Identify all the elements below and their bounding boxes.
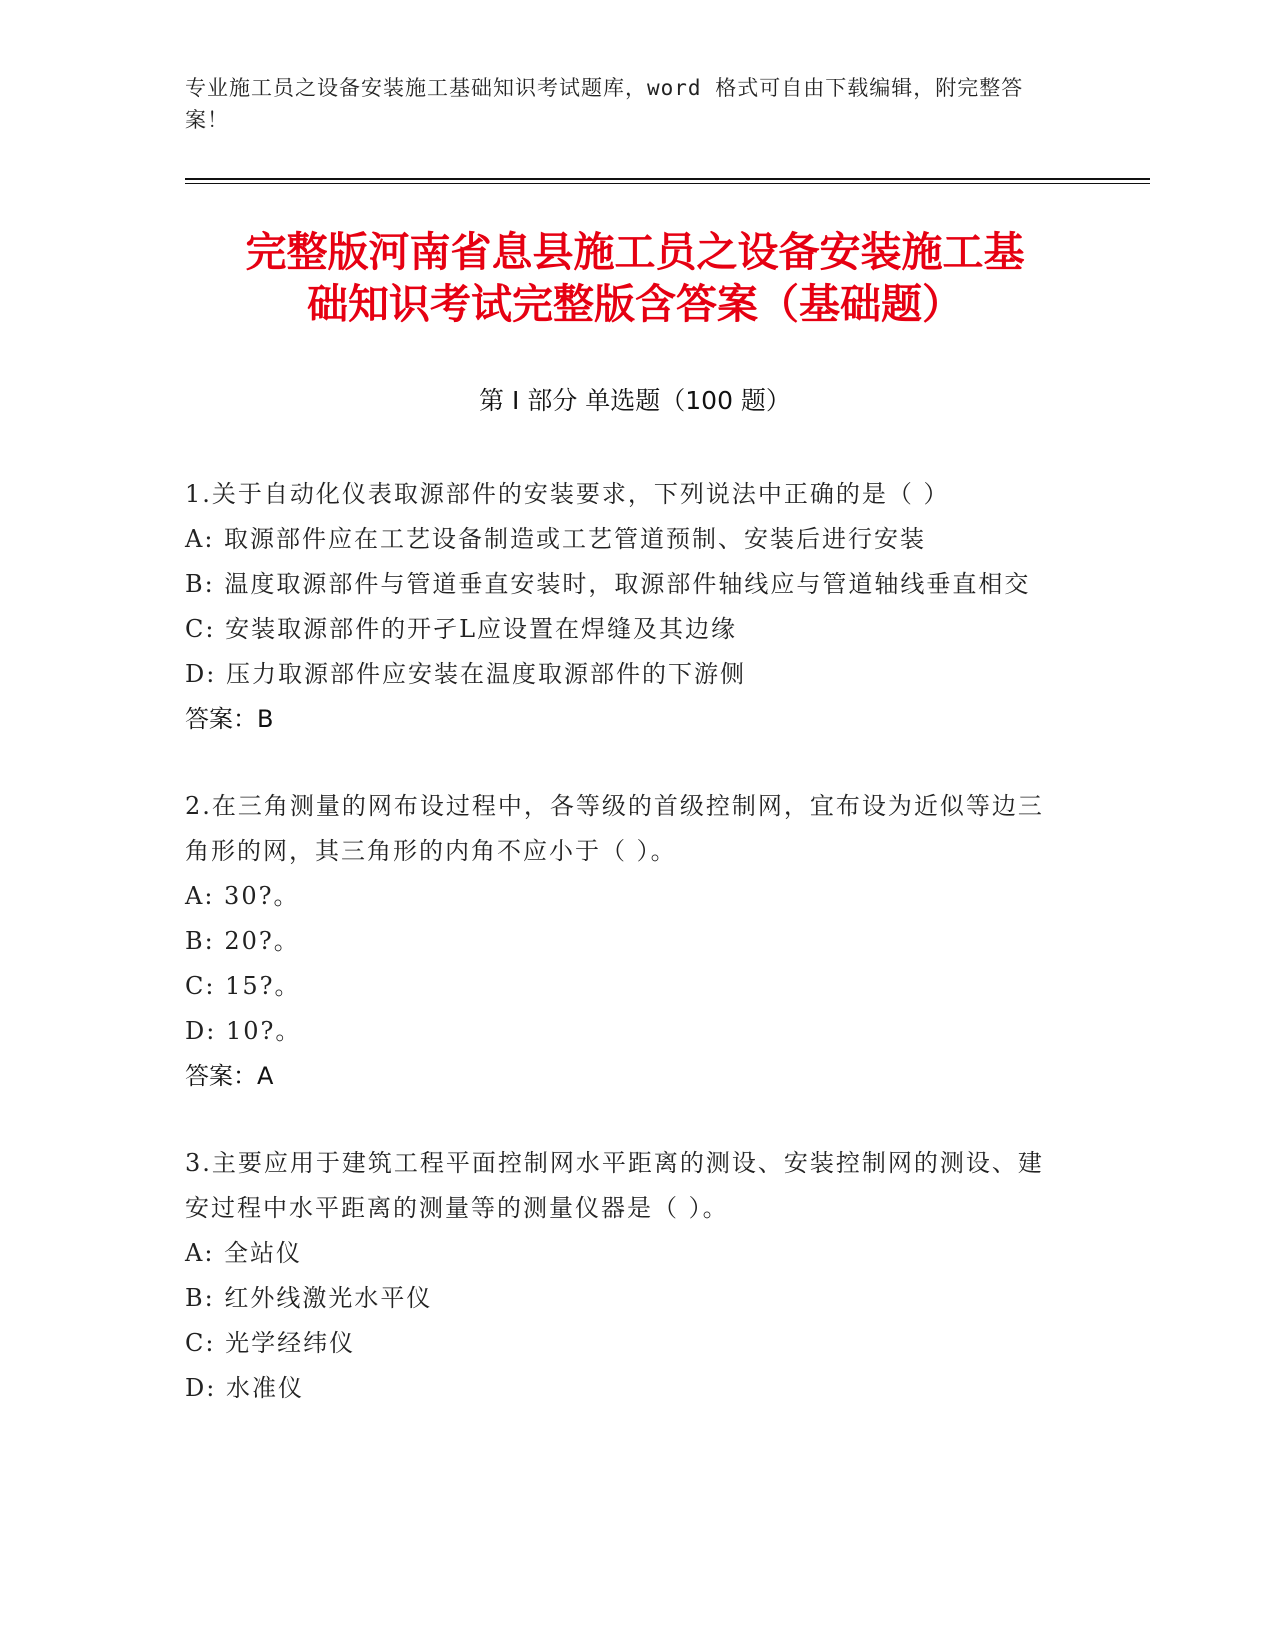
question-option-d: D: 水准仪 xyxy=(185,1374,304,1402)
question-option-c: C: 15?。 xyxy=(185,972,301,1000)
question-1 xyxy=(185,472,1065,742)
question-option-d: D: 压力取源部件应安装在温度取源部件的下游侧 xyxy=(185,660,746,688)
question-option-d: D: 10?。 xyxy=(185,1017,302,1045)
question-stem: 1.关于自动化仪表取源部件的安装要求，下列说法中正确的是（ ） xyxy=(185,480,950,508)
question-option-b: B: 红外线激光水平仪 xyxy=(185,1284,433,1312)
document-title xyxy=(185,226,1085,330)
question-answer: 答案：A xyxy=(185,1062,274,1090)
question-stem: 3.主要应用于建筑工程平面控制网水平距离的测设、安装控制网的测设、建安过程中水平距离的测量等的测量仪器是（ ）。 xyxy=(185,1149,1044,1222)
question-option-a: A: 30?。 xyxy=(185,882,300,910)
question-answer: 答案：B xyxy=(185,705,274,733)
question-3 xyxy=(185,1141,1065,1411)
question-option-c: C: 光学经纬仪 xyxy=(185,1329,356,1357)
document-title-line-2: 础知识考试完整版含答案（基础题） xyxy=(307,280,963,328)
header-note: 专业施工员之设备安装施工基础知识考试题库，word 格式可自由下载编辑，附完整答案！ xyxy=(185,76,1024,132)
question-list xyxy=(185,472,1065,1453)
document-title-line-1: 完整版河南省息县施工员之设备安装施工基 xyxy=(245,228,1025,276)
question-option-c: C: 安装取源部件的开孑L应设置在焊缝及其边缘 xyxy=(185,615,738,643)
question-option-b: B: 20?。 xyxy=(185,927,300,955)
question-option-a: A: 全站仪 xyxy=(185,1239,303,1267)
question-2 xyxy=(185,784,1065,1099)
header-rule-thin xyxy=(185,183,1150,184)
question-option-a: A: 取源部件应在工艺设备制造或工艺管道预制、安装后进行安装 xyxy=(185,525,927,553)
header-rule-thick xyxy=(185,178,1150,180)
question-option-b: B: 温度取源部件与管道垂直安装时，取源部件轴线应与管道轴线垂直相交 xyxy=(185,570,1031,598)
question-stem: 2.在三角测量的网布设过程中，各等级的首级控制网，宜布设为近似等边三角形的网，其三角形的内角不应小于（ ）。 xyxy=(185,792,1044,865)
section-title: 第 I 部分 单选题（100 题） xyxy=(479,386,791,415)
